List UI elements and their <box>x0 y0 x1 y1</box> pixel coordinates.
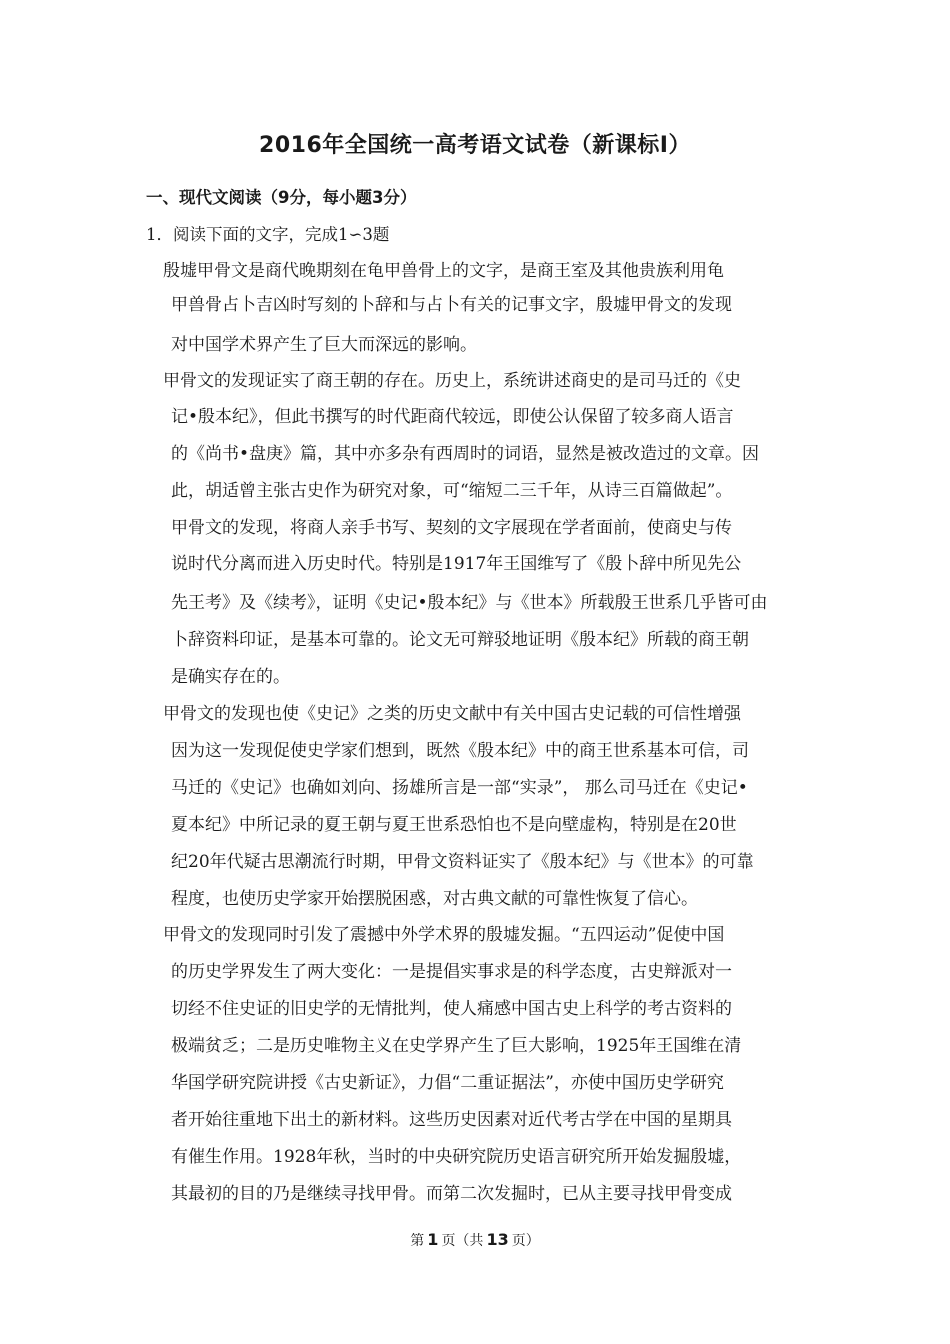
passage-line: 夏本纪》中所记录的夏王朝与夏王世系恐怕也不是向壁虚构，特别是在20世 <box>171 815 737 835</box>
passage-line: 程度，也使历史学家开始摆脱困惑，对古典文献的可靠性恢复了信心。 <box>171 889 698 909</box>
passage-line: 有催生作用。1928年秋，当时的中央研究院历史语言研究所开始发掘殷墟， <box>171 1147 742 1167</box>
passage-line: 极端贫乏；二是历史唯物主义在史学界产生了巨大影响，1925年王国维在清 <box>171 1036 742 1056</box>
passage-line: 的历史学界发生了两大变化：一是提倡实事求是的科学态度，古史辩派对一 <box>171 962 732 982</box>
passage-line: 切经不住史证的旧史学的无情批判，使人痛感中国古史上科学的考古资料的 <box>171 999 732 1019</box>
section-heading: 一、现代文阅读（9分，每小题3分） <box>146 188 417 207</box>
footer-middle: 页（共 <box>441 1233 484 1249</box>
total-pages: 13 <box>486 1230 509 1249</box>
passage-line: 甲骨文的发现也使《史记》之类的历史文献中有关中国古史记载的可信性增强 <box>163 704 741 724</box>
question-intro: 1．阅读下面的文字，完成1∽3题 <box>146 225 390 244</box>
passage-line: 甲骨文的发现证实了商王朝的存在。历史上，系统讲述商史的是司马迁的《史 <box>163 371 741 391</box>
passage-line: 甲骨文的发现同时引发了震撼中外学术界的殷墟发掘。“五四运动”促使中国 <box>163 925 725 945</box>
page-number: 1 <box>427 1230 439 1249</box>
passage-line: 卜辞资料印证，是基本可靠的。论文无可辩驳地证明《殷本纪》所载的商王朝 <box>171 630 749 650</box>
passage-line: 华国学研究院讲授《古史新证》，力倡“二重证据法”，亦使中国历史学研究 <box>171 1073 724 1093</box>
passage-line: 因为这一发现促使史学家们想到，既然《殷本纪》中的商王世系基本可信，司 <box>171 741 749 761</box>
passage-line: 记•殷本纪》，但此书撰写的时代距商代较远，即使公认保留了较多商人语言 <box>171 407 734 427</box>
passage-line: 甲骨文的发现，将商人亲手书写、契刻的文字展现在学者面前，使商史与传 <box>171 518 732 538</box>
passage-line: 者开始往重地下出土的新材料。这些历史因素对近代考古学在中国的星期具 <box>171 1110 732 1130</box>
passage-line: 说时代分离而进入历史时代。特别是1917年王国维写了《殷卜辞中所见先公 <box>171 554 742 574</box>
footer-prefix: 第 <box>410 1233 425 1249</box>
page-footer <box>0 1229 950 1252</box>
passage-line: 纪20年代疑古思潮流行时期，甲骨文资料证实了《殷本纪》与《世本》的可靠 <box>171 852 754 872</box>
passage-line: 此，胡适曾主张古史作为研究对象，可“缩短二三千年，从诗三百篇做起”。 <box>171 481 733 501</box>
passage-line: 甲兽骨占卜吉凶时写刻的卜辞和与占卜有关的记事文字，殷墟甲骨文的发现 <box>171 295 732 315</box>
passage-line: 马迁的《史记》也确如刘向、扬雄所言是一部“实录”， 那么司马迁在《史记• <box>171 778 748 798</box>
passage-line: 是确实存在的。 <box>171 667 290 687</box>
passage-line: 先王考》及《续考》，证明《史记•殷本纪》与《世本》所载殷王世系几乎皆可由 <box>171 593 768 613</box>
passage-line: 对中国学术界产生了巨大而深远的影响。 <box>171 335 477 355</box>
footer-suffix: 页） <box>511 1233 540 1249</box>
document-title: 2016年全国统一高考语文试卷（新课标Ⅰ） <box>259 133 691 158</box>
passage-line: 的《尚书•盘庚》篇，其中亦多杂有西周时的词语，显然是被改造过的文章。因 <box>171 444 760 464</box>
passage-line: 其最初的目的乃是继续寻找甲骨。而第二次发掘时，已从主要寻找甲骨变成 <box>171 1184 732 1204</box>
passage-line: 殷墟甲骨文是商代晚期刻在龟甲兽骨上的文字，是商王室及其他贵族利用龟 <box>163 261 724 281</box>
